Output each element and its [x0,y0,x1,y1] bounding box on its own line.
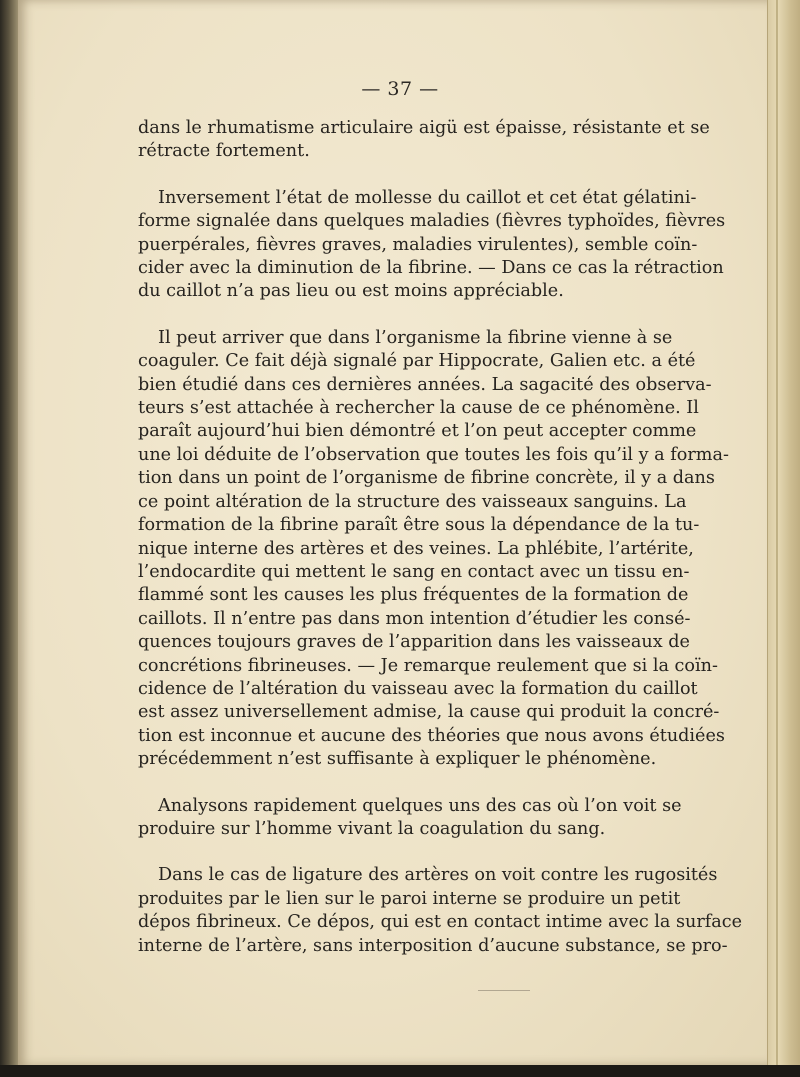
text-line: teurs s’est attachée à rechercher la cause de ce phénomène. Il [138,398,699,419]
text-line: coaguler. Ce fait déjà signalé par Hippocrate, Galien etc. a été [138,351,696,372]
text-line: cider avec la diminution de la fibrine. — Dans ce cas la rétraction [138,258,724,279]
page-edges [767,0,800,1077]
paragraph [138,327,729,772]
body-text [138,117,743,981]
text-line: tion dans un point de l’organisme de fibrine concrète, il y a dans [138,468,715,489]
text-line: formation de la fibrine paraît être sous la dépendance de la tu- [138,515,700,536]
text-line: est assez universellement admise, la cause qui produit la concré- [138,702,720,723]
text-line: du caillot n’a pas lieu ou est moins appréciable. [138,281,564,302]
text-line: ce point altération de la structure des vaisseaux sanguins. La [138,491,687,512]
text-line: Inversement l’état de mollesse du caillot et cet état gélatini- [158,187,697,208]
text-line: tion est inconnue et aucune des théories que nous avons étudiées [138,725,725,746]
paragraph [138,187,726,304]
text-line: une loi déduite de l’observation que toutes les fois qu’il y a forma- [138,444,729,465]
bottom-shadow [0,1065,800,1077]
text-line: produire sur l’homme vivant la coagulation du sang. [138,818,606,839]
paragraph [138,864,743,958]
text-line: précédemment n’est suffisante à expliquer le phénomène. [138,749,657,770]
text-line: puerpérales, fièvres graves, maladies virulentes), semble coïn- [138,234,698,255]
text-line: interne de l’artère, sans interposition d’aucune substance, se pro- [138,935,728,956]
text-line: Analysons rapidement quelques uns des cas où l’on voit se [158,795,682,816]
text-line: quences toujours graves de l’apparition dans les vaisseaux de [138,632,690,653]
page-number: — 37 — [361,78,439,100]
text-line: caillots. Il n’entre pas dans mon intention d’étudier les consé- [138,608,691,629]
paragraph [138,117,710,164]
text-line: flammé sont les causes les plus fréquentes de la formation de [138,585,689,606]
text-line: nique interne des artères et des veines. La phlébite, l’artérite, [138,538,694,559]
paragraph [138,795,682,842]
text-line: l’endocardite qui mettent le sang en contact avec un tissu en- [138,561,690,582]
text-line: paraît aujourd’hui bien démontré et l’on peut accepter comme [138,421,697,442]
text-line: concrétions fibrineuses. — Je remarque reulement que si la coïn- [138,655,718,676]
printer-mark [478,990,530,993]
text-line: produites par le lien sur le paroi interne se produire un petit [138,888,681,909]
text-line: rétracte fortement. [138,141,310,162]
text-line: forme signalée dans quelques maladies (fièvres typhoïdes, fièvres [138,211,726,232]
text-line: bien étudié dans ces dernières années. La sagacité des observa- [138,374,712,395]
text-line: dans le rhumatisme articulaire aigü est épaisse, résistante et se [138,118,710,138]
text-line: Il peut arriver que dans l’organisme la fibrine vienne à se [158,327,673,348]
text-line: Dans le cas de ligature des artères on voit contre les rugosités [158,865,718,886]
text-line: dépos fibrineux. Ce dépos, qui est en contact intime avec la surface [138,912,743,933]
text-line: cidence de l’altération du vaisseau avec la formation du caillot [138,678,698,699]
